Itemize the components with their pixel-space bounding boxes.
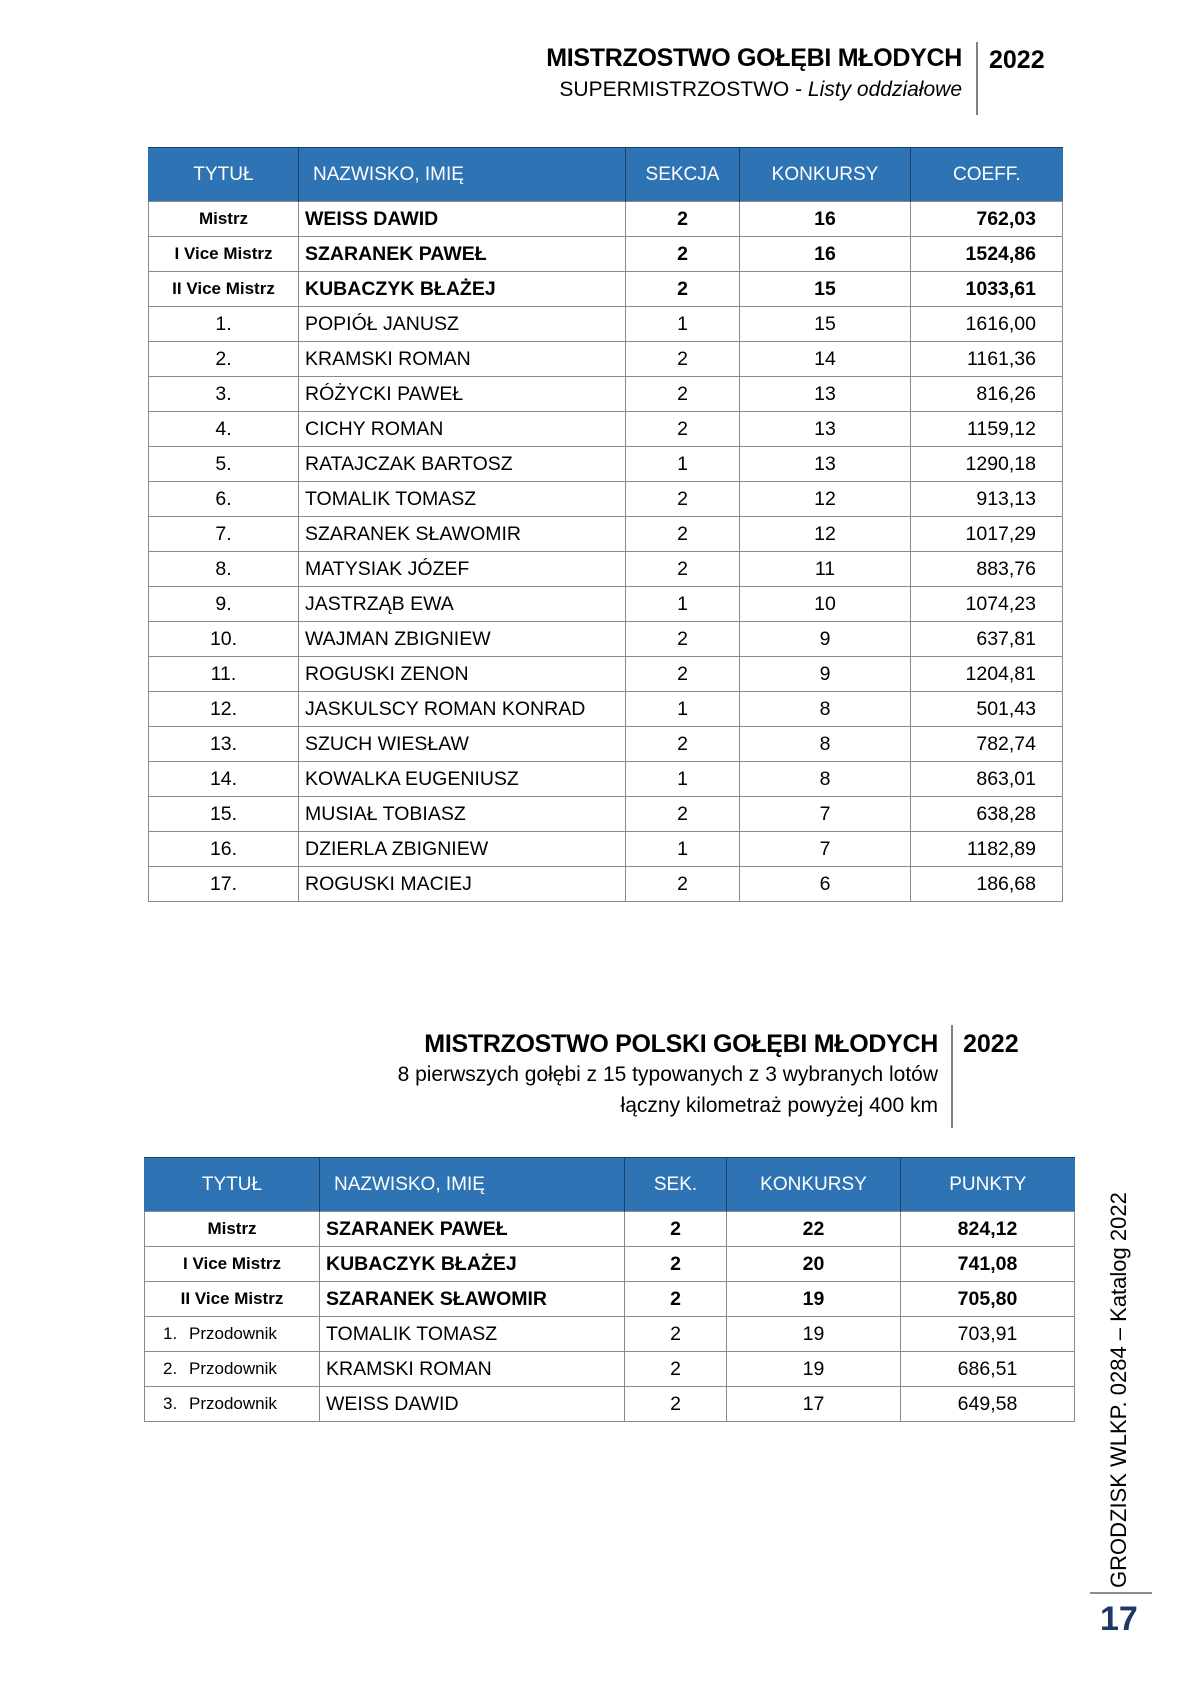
name-cell: CICHY ROMAN bbox=[299, 412, 626, 447]
table-row bbox=[145, 1387, 1075, 1422]
rank-number: 2. bbox=[163, 1359, 178, 1378]
name-cell: POPIÓŁ JANUSZ bbox=[299, 307, 626, 342]
contests-cell: 13 bbox=[740, 412, 911, 447]
title-cell: Mistrz bbox=[145, 1212, 320, 1247]
table-row bbox=[149, 867, 1063, 902]
rank-number: 1. bbox=[163, 1324, 178, 1343]
section-cell: 2 bbox=[625, 1247, 727, 1282]
name-cell: KRAMSKI ROMAN bbox=[299, 342, 626, 377]
name-cell: KUBACZYK BŁAŻEJ bbox=[299, 272, 626, 307]
contests-cell: 19 bbox=[727, 1282, 901, 1317]
contests-cell: 9 bbox=[740, 622, 911, 657]
section-cell: 2 bbox=[626, 657, 740, 692]
supermistrzostwo-table bbox=[148, 147, 1063, 902]
section1-divider bbox=[976, 42, 978, 115]
title-cell: 3. bbox=[149, 377, 299, 412]
table-row bbox=[149, 202, 1063, 237]
title-cell: II Vice Mistrz bbox=[149, 272, 299, 307]
points-cell: 649,58 bbox=[901, 1387, 1075, 1422]
contests-cell: 9 bbox=[740, 657, 911, 692]
coeff-cell: 1074,23 bbox=[911, 587, 1063, 622]
coeff-cell: 1290,18 bbox=[911, 447, 1063, 482]
title-cell: 16. bbox=[149, 832, 299, 867]
col-header-points: PUNKTY bbox=[901, 1158, 1075, 1212]
section-cell: 2 bbox=[626, 517, 740, 552]
coeff-cell: 816,26 bbox=[911, 377, 1063, 412]
col-header-coeff: COEFF. bbox=[911, 148, 1063, 202]
coeff-cell: 1033,61 bbox=[911, 272, 1063, 307]
name-cell: JASTRZĄB EWA bbox=[299, 587, 626, 622]
table-header-row bbox=[149, 148, 1063, 202]
section1-subtitle-main: SUPERMISTRZOSTWO - bbox=[559, 78, 808, 101]
contests-cell: 16 bbox=[740, 202, 911, 237]
name-cell: SZARANEK PAWEŁ bbox=[320, 1212, 625, 1247]
section-cell: 2 bbox=[626, 377, 740, 412]
section-cell: 1 bbox=[626, 307, 740, 342]
table-row bbox=[149, 832, 1063, 867]
table-row bbox=[149, 342, 1063, 377]
table-header-row bbox=[145, 1158, 1075, 1212]
coeff-cell: 638,28 bbox=[911, 797, 1063, 832]
name-cell: JASKULSCY ROMAN KONRAD bbox=[299, 692, 626, 727]
col-header-contests: KONKURSY bbox=[740, 148, 911, 202]
title-cell: 6. bbox=[149, 482, 299, 517]
title-cell: 13. bbox=[149, 727, 299, 762]
contests-cell: 10 bbox=[740, 587, 911, 622]
points-cell: 703,91 bbox=[901, 1317, 1075, 1352]
section-cell: 2 bbox=[626, 622, 740, 657]
contests-cell: 13 bbox=[740, 447, 911, 482]
title-cell: 10. bbox=[149, 622, 299, 657]
table-row bbox=[149, 797, 1063, 832]
table-row bbox=[149, 482, 1063, 517]
section2-divider bbox=[951, 1025, 953, 1128]
table-row bbox=[149, 237, 1063, 272]
catalog-side-label bbox=[1104, 1143, 1134, 1588]
name-cell: RATAJCZAK BARTOSZ bbox=[299, 447, 626, 482]
contests-cell: 12 bbox=[740, 517, 911, 552]
section-cell: 2 bbox=[626, 727, 740, 762]
title-cell: 8. bbox=[149, 552, 299, 587]
table-row bbox=[149, 657, 1063, 692]
section1-subtitle-italic: Listy oddziałowe bbox=[807, 78, 962, 101]
title-cell bbox=[145, 1352, 320, 1387]
table-row bbox=[149, 622, 1063, 657]
contests-cell: 15 bbox=[740, 272, 911, 307]
table-row bbox=[149, 727, 1063, 762]
section-cell: 1 bbox=[626, 832, 740, 867]
name-cell: SZUCH WIESŁAW bbox=[299, 727, 626, 762]
col-header-name: NAZWISKO, IMIĘ bbox=[299, 148, 626, 202]
title-cell: 9. bbox=[149, 587, 299, 622]
table-row bbox=[149, 412, 1063, 447]
title-cell: II Vice Mistrz bbox=[145, 1282, 320, 1317]
contests-cell: 11 bbox=[740, 552, 911, 587]
section2-subtitle-line1: 8 pierwszych gołębi z 15 typowanych z 3 wybranych lotów bbox=[397, 1063, 938, 1086]
mistrzostwo-polski-table bbox=[144, 1157, 1075, 1422]
table-row bbox=[145, 1317, 1075, 1352]
points-cell: 741,08 bbox=[901, 1247, 1075, 1282]
coeff-cell: 762,03 bbox=[911, 202, 1063, 237]
contests-cell: 14 bbox=[740, 342, 911, 377]
coeff-cell: 186,68 bbox=[911, 867, 1063, 902]
contests-cell: 8 bbox=[740, 692, 911, 727]
table-row bbox=[149, 762, 1063, 797]
table-row bbox=[145, 1282, 1075, 1317]
col-header-section: SEK. bbox=[625, 1158, 727, 1212]
title-cell bbox=[145, 1317, 320, 1352]
section2-heading bbox=[398, 1030, 938, 1121]
title-cell: 11. bbox=[149, 657, 299, 692]
contests-cell: 7 bbox=[740, 832, 911, 867]
section-cell: 2 bbox=[626, 552, 740, 587]
contests-cell: 6 bbox=[740, 867, 911, 902]
contests-cell: 22 bbox=[727, 1212, 901, 1247]
coeff-cell: 1616,00 bbox=[911, 307, 1063, 342]
name-cell: SZARANEK SŁAWOMIR bbox=[299, 517, 626, 552]
section2-year: 2022 bbox=[963, 1030, 1019, 1058]
table-row bbox=[149, 552, 1063, 587]
section-cell: 2 bbox=[626, 237, 740, 272]
title-cell: 5. bbox=[149, 447, 299, 482]
contests-cell: 7 bbox=[740, 797, 911, 832]
section-cell: 2 bbox=[626, 272, 740, 307]
name-cell: MUSIAŁ TOBIASZ bbox=[299, 797, 626, 832]
coeff-cell: 1161,36 bbox=[911, 342, 1063, 377]
col-header-section: SEKCJA bbox=[626, 148, 740, 202]
rank-title: Przodownik bbox=[189, 1394, 277, 1413]
table-row bbox=[149, 517, 1063, 552]
title-cell: 12. bbox=[149, 692, 299, 727]
contests-cell: 17 bbox=[727, 1387, 901, 1422]
section-cell: 1 bbox=[626, 762, 740, 797]
name-cell: KOWALKA EUGENIUSZ bbox=[299, 762, 626, 797]
title-cell: 17. bbox=[149, 867, 299, 902]
title-cell: 15. bbox=[149, 797, 299, 832]
coeff-cell: 1182,89 bbox=[911, 832, 1063, 867]
points-cell: 705,80 bbox=[901, 1282, 1075, 1317]
coeff-cell: 913,13 bbox=[911, 482, 1063, 517]
contests-cell: 16 bbox=[740, 237, 911, 272]
coeff-cell: 782,74 bbox=[911, 727, 1063, 762]
contests-cell: 8 bbox=[740, 762, 911, 797]
section-cell: 2 bbox=[626, 342, 740, 377]
table-row bbox=[149, 377, 1063, 412]
table-row bbox=[149, 692, 1063, 727]
title-cell: 4. bbox=[149, 412, 299, 447]
name-cell: WEISS DAWID bbox=[299, 202, 626, 237]
section-cell: 2 bbox=[626, 867, 740, 902]
title-cell: 14. bbox=[149, 762, 299, 797]
title-cell: 2. bbox=[149, 342, 299, 377]
title-cell bbox=[145, 1387, 320, 1422]
section-cell: 2 bbox=[626, 202, 740, 237]
section1-subtitle bbox=[546, 74, 962, 105]
section-cell: 2 bbox=[625, 1352, 727, 1387]
title-cell: 1. bbox=[149, 307, 299, 342]
name-cell: DZIERLA ZBIGNIEW bbox=[299, 832, 626, 867]
table-row bbox=[145, 1247, 1075, 1282]
section-cell: 2 bbox=[625, 1317, 727, 1352]
section-cell: 2 bbox=[625, 1282, 727, 1317]
section1-heading bbox=[546, 44, 962, 105]
section-cell: 2 bbox=[625, 1212, 727, 1247]
coeff-cell: 1017,29 bbox=[911, 517, 1063, 552]
coeff-cell: 1159,12 bbox=[911, 412, 1063, 447]
contests-cell: 12 bbox=[740, 482, 911, 517]
contests-cell: 13 bbox=[740, 377, 911, 412]
contests-cell: 19 bbox=[727, 1352, 901, 1387]
section1-title: MISTRZOSTWO GOŁĘBI MŁODYCH bbox=[546, 44, 962, 72]
table-row bbox=[145, 1212, 1075, 1247]
coeff-cell: 1204,81 bbox=[911, 657, 1063, 692]
name-cell: WEISS DAWID bbox=[320, 1387, 625, 1422]
section-cell: 2 bbox=[626, 797, 740, 832]
col-header-title: TYTUŁ bbox=[149, 148, 299, 202]
rank-title: Przodownik bbox=[189, 1324, 277, 1343]
rank-title: Przodownik bbox=[189, 1359, 277, 1378]
col-header-contests: KONKURSY bbox=[727, 1158, 901, 1212]
col-header-title: TYTUŁ bbox=[145, 1158, 320, 1212]
catalog-side-text: GRODZISK WLKP. 0284 – Katalog 2022 bbox=[1106, 1192, 1131, 1588]
name-cell: ROGUSKI MACIEJ bbox=[299, 867, 626, 902]
contests-cell: 19 bbox=[727, 1317, 901, 1352]
col-header-name: NAZWISKO, IMIĘ bbox=[320, 1158, 625, 1212]
name-cell: RÓŻYCKI PAWEŁ bbox=[299, 377, 626, 412]
page-number: 17 bbox=[1100, 1600, 1138, 1638]
coeff-cell: 1524,86 bbox=[911, 237, 1063, 272]
rank-number: 3. bbox=[163, 1394, 178, 1413]
table-row bbox=[149, 307, 1063, 342]
name-cell: WAJMAN ZBIGNIEW bbox=[299, 622, 626, 657]
name-cell: ROGUSKI ZENON bbox=[299, 657, 626, 692]
name-cell: KRAMSKI ROMAN bbox=[320, 1352, 625, 1387]
name-cell: SZARANEK PAWEŁ bbox=[299, 237, 626, 272]
contests-cell: 20 bbox=[727, 1247, 901, 1282]
section-cell: 1 bbox=[626, 447, 740, 482]
name-cell: TOMALIK TOMASZ bbox=[320, 1317, 625, 1352]
contests-cell: 8 bbox=[740, 727, 911, 762]
section2-subtitle-line2: łączny kilometraż powyżej 400 km bbox=[620, 1094, 938, 1117]
title-cell: Mistrz bbox=[149, 202, 299, 237]
table-row bbox=[145, 1352, 1075, 1387]
points-cell: 824,12 bbox=[901, 1212, 1075, 1247]
table-row bbox=[149, 587, 1063, 622]
section-cell: 1 bbox=[626, 692, 740, 727]
points-cell: 686,51 bbox=[901, 1352, 1075, 1387]
section-cell: 2 bbox=[626, 412, 740, 447]
title-cell: I Vice Mistrz bbox=[145, 1247, 320, 1282]
coeff-cell: 883,76 bbox=[911, 552, 1063, 587]
footer-rule bbox=[1090, 1592, 1152, 1594]
section-cell: 2 bbox=[626, 482, 740, 517]
coeff-cell: 637,81 bbox=[911, 622, 1063, 657]
table-row bbox=[149, 447, 1063, 482]
contests-cell: 15 bbox=[740, 307, 911, 342]
table-row bbox=[149, 272, 1063, 307]
name-cell: SZARANEK SŁAWOMIR bbox=[320, 1282, 625, 1317]
section-cell: 2 bbox=[625, 1387, 727, 1422]
coeff-cell: 863,01 bbox=[911, 762, 1063, 797]
coeff-cell: 501,43 bbox=[911, 692, 1063, 727]
name-cell: TOMALIK TOMASZ bbox=[299, 482, 626, 517]
section-cell: 1 bbox=[626, 587, 740, 622]
section1-year: 2022 bbox=[989, 46, 1045, 74]
title-cell: 7. bbox=[149, 517, 299, 552]
section2-title: MISTRZOSTWO POLSKI GOŁĘBI MŁODYCH bbox=[424, 1030, 938, 1058]
name-cell: MATYSIAK JÓZEF bbox=[299, 552, 626, 587]
name-cell: KUBACZYK BŁAŻEJ bbox=[320, 1247, 625, 1282]
title-cell: I Vice Mistrz bbox=[149, 237, 299, 272]
